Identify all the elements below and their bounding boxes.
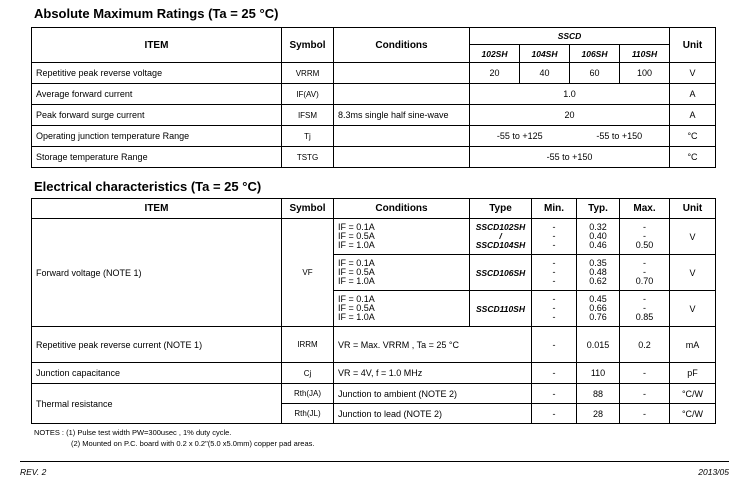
abs-max-table: [31, 27, 716, 168]
h-conditions: Conditions: [334, 199, 470, 219]
symbol: VF: [282, 219, 334, 327]
unit: °C: [670, 126, 716, 147]
min-value: -: [552, 240, 556, 250]
max: [620, 219, 670, 255]
footer-rule: [20, 461, 729, 462]
condition: VR = Max. VRRM , Ta = 25 °C: [334, 327, 532, 363]
typ: 110: [577, 363, 620, 384]
col-102sh: 102SH: [470, 45, 520, 63]
condition: [334, 219, 470, 255]
max: -: [620, 404, 670, 424]
item: Thermal resistance: [32, 384, 282, 424]
max: -: [620, 384, 670, 404]
value: -55 to +150: [470, 147, 670, 168]
max-value: -: [643, 294, 646, 304]
unit: mA: [670, 327, 716, 363]
h-sscd: SSCD: [470, 28, 670, 45]
revision: REV. 2: [20, 467, 47, 477]
h-symbol: Symbol: [282, 28, 334, 63]
condition-line: IF = 0.5A: [338, 231, 375, 241]
value: 60: [570, 63, 620, 84]
min: -: [532, 384, 577, 404]
value: -55 to +150: [570, 126, 670, 147]
h-item: ITEM: [32, 28, 282, 63]
max-value: 0.50: [635, 240, 654, 250]
max: -: [620, 363, 670, 384]
symbol: Rth(JL): [282, 404, 334, 424]
h-symbol: Symbol: [282, 199, 334, 219]
max-value: 0.70: [635, 276, 654, 286]
min: -: [532, 327, 577, 363]
condition: [334, 84, 470, 105]
condition: VR = 4V, f = 1.0 MHz: [334, 363, 532, 384]
typ-value: 0.76: [589, 312, 607, 322]
symbol: IRRM: [282, 327, 334, 363]
min-value: -: [552, 231, 556, 241]
note-1: NOTES : (1) Pulse test width PW=300usec , 1% duty cycle.: [34, 428, 232, 437]
condition: [334, 255, 470, 291]
unit: °C/W: [670, 384, 716, 404]
type-line: /: [499, 231, 502, 241]
unit: A: [670, 84, 716, 105]
condition: [334, 291, 470, 327]
unit: A: [670, 105, 716, 126]
condition-line: IF = 1.0A: [338, 312, 375, 322]
elec-char-title: Electrical characteristics (Ta = 25 °C): [34, 179, 262, 194]
typ: 28: [577, 404, 620, 424]
max-value: -: [643, 231, 646, 241]
condition: [334, 126, 470, 147]
h-conditions: Conditions: [334, 28, 470, 63]
max-value: -: [643, 222, 646, 232]
col-104sh: 104SH: [520, 45, 570, 63]
typ: 88: [577, 384, 620, 404]
typ: [577, 255, 620, 291]
max-value: 0.85: [635, 312, 654, 322]
value: 100: [620, 63, 670, 84]
type: [470, 219, 532, 255]
min-value: -: [552, 267, 556, 277]
notes: [34, 427, 315, 449]
symbol: Rth(JA): [282, 384, 334, 404]
h-type: Type: [470, 199, 532, 219]
symbol: VRRM: [282, 63, 334, 84]
max-value: -: [643, 303, 646, 313]
max: 0.2: [620, 327, 670, 363]
min: [532, 219, 577, 255]
h-max: Max.: [620, 199, 670, 219]
symbol: Tj: [282, 126, 334, 147]
min: -: [532, 404, 577, 424]
unit: °C/W: [670, 404, 716, 424]
min: [532, 291, 577, 327]
type: SSCD106SH: [470, 255, 532, 291]
condition-line: IF = 0.5A: [338, 267, 375, 277]
h-item: ITEM: [32, 199, 282, 219]
h-unit: Unit: [670, 28, 716, 63]
item: Forward voltage (NOTE 1): [32, 219, 282, 327]
item: Storage temperature Range: [32, 147, 282, 168]
typ-value: 0.40: [589, 231, 607, 241]
condition-line: IF = 1.0A: [338, 240, 375, 250]
condition-line: IF = 0.5A: [338, 303, 375, 313]
typ: 0.015: [577, 327, 620, 363]
typ-value: 0.32: [589, 222, 607, 232]
date: 2013/05: [698, 467, 729, 477]
symbol: Cj: [282, 363, 334, 384]
min-value: -: [552, 303, 556, 313]
max: [620, 291, 670, 327]
item: Operating junction temperature Range: [32, 126, 282, 147]
h-typ: Typ.: [577, 199, 620, 219]
typ-value: 0.45: [589, 294, 607, 304]
min-value: -: [552, 312, 556, 322]
min-value: -: [552, 276, 556, 286]
condition-line: IF = 0.1A: [338, 222, 375, 232]
condition: Junction to ambient (NOTE 2): [334, 384, 532, 404]
unit: °C: [670, 147, 716, 168]
typ-value: 0.46: [589, 240, 607, 250]
typ-value: 0.48: [589, 267, 607, 277]
condition: [334, 63, 470, 84]
abs-max-title: Absolute Maximum Ratings (Ta = 25 °C): [34, 6, 279, 21]
unit: V: [670, 255, 716, 291]
max-value: -: [643, 258, 646, 268]
note-2: (2) Mounted on P.C. board with 0.2 x 0.2"(5.0 x5.0mm) copper pad areas.: [71, 439, 315, 448]
value: 1.0: [470, 84, 670, 105]
value: -55 to +125: [470, 126, 570, 147]
symbol: TSTG: [282, 147, 334, 168]
col-110sh: 110SH: [620, 45, 670, 63]
max-value: -: [643, 267, 646, 277]
condition-line: IF = 1.0A: [338, 276, 375, 286]
item: Peak forward surge current: [32, 105, 282, 126]
h-min: Min.: [532, 199, 577, 219]
unit: V: [670, 219, 716, 255]
value: 40: [520, 63, 570, 84]
symbol: IFSM: [282, 105, 334, 126]
symbol: IF(AV): [282, 84, 334, 105]
item: Junction capacitance: [32, 363, 282, 384]
condition-line: IF = 0.1A: [338, 258, 375, 268]
min-value: -: [552, 222, 556, 232]
value: 20: [470, 105, 670, 126]
type: SSCD110SH: [470, 291, 532, 327]
elec-char-table: [31, 198, 716, 424]
typ-value: 0.35: [589, 258, 607, 268]
h-unit: Unit: [670, 199, 716, 219]
min: -: [532, 363, 577, 384]
min-value: -: [552, 294, 556, 304]
condition: 8.3ms single half sine-wave: [334, 105, 470, 126]
item: Repetitive peak reverse current (NOTE 1): [32, 327, 282, 363]
unit: pF: [670, 363, 716, 384]
col-106sh: 106SH: [570, 45, 620, 63]
typ: [577, 291, 620, 327]
max: [620, 255, 670, 291]
value: 20: [470, 63, 520, 84]
min: [532, 255, 577, 291]
item: Average forward current: [32, 84, 282, 105]
min-value: -: [552, 258, 556, 268]
type-line: SSCD102SH: [475, 222, 526, 232]
item: Repetitive peak reverse voltage: [32, 63, 282, 84]
condition: [334, 147, 470, 168]
unit: V: [670, 63, 716, 84]
condition: Junction to lead (NOTE 2): [334, 404, 532, 424]
typ-value: 0.66: [589, 303, 607, 313]
condition-line: IF = 0.1A: [338, 294, 375, 304]
unit: V: [670, 291, 716, 327]
typ-value: 0.62: [589, 276, 607, 286]
typ: [577, 219, 620, 255]
type-line: SSCD104SH: [475, 240, 526, 250]
